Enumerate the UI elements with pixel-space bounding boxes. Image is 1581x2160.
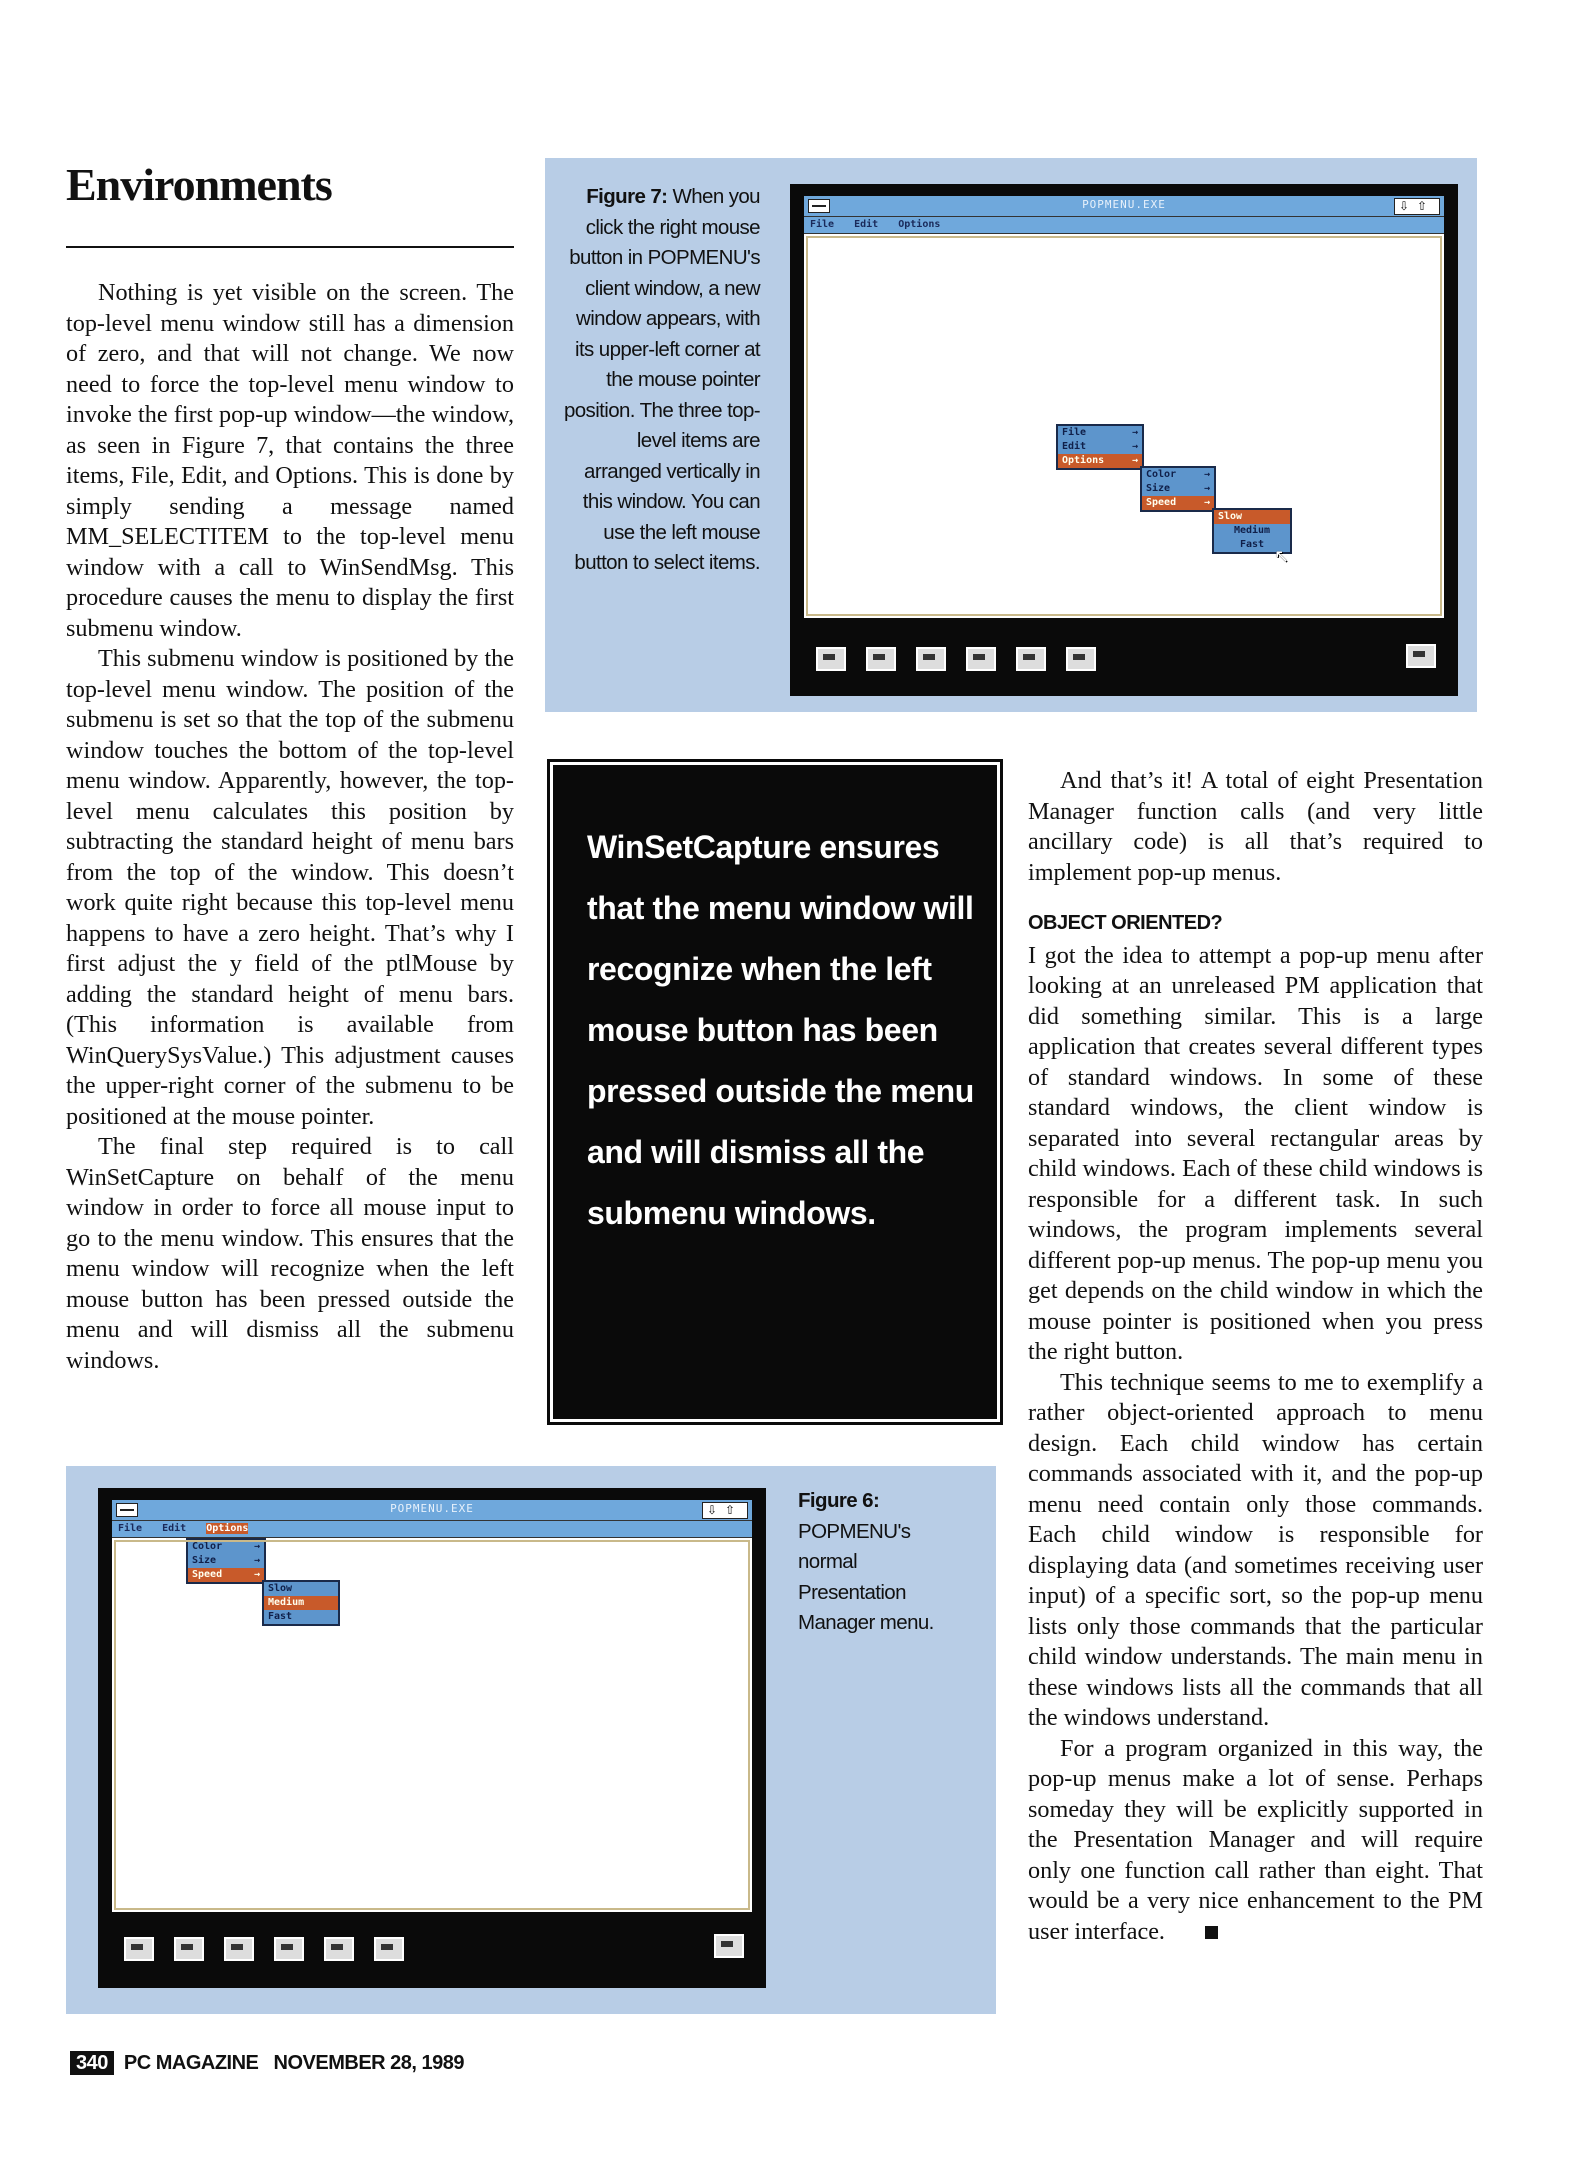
submenu-arrow-icon: → [253,1541,260,1552]
submenu-arrow-icon: → [1131,455,1138,466]
page-footer [70,2052,464,2075]
menubar-item-options[interactable]: Options [206,1523,249,1534]
left-column [66,278,514,1376]
mouse-pointer-icon: ↖ [1274,546,1290,567]
left-paragraph-2: This submenu window is positioned by the top-level menu window. The position of the submenu is set so that the top of the submenu window touches the bottom of the top-level menu window. Apparently, however, the top-level menu calculates this position by subtracting the standard height of menu bars from the top of the window. This doesn’t work quite right because this top-level menu happens to have a zero height. That’s why I first adjust the y field of the ptlMouse by adding the standard height of menu bars. (This information is available from WinQuerySysValue.) This adjustment causes the upper-right corner of the submenu to be positioned at the mouse pointer. [66,645,514,1130]
popup-item-file[interactable]: File → [1062,427,1138,438]
submenu-arrow-icon: → [1131,441,1138,452]
figure-7-screen [804,196,1444,618]
dropdown-item-slow[interactable]: Slow [268,1583,293,1594]
menubar-item-file[interactable]: File [118,1523,143,1534]
desktop-icon-4[interactable] [274,1937,304,1961]
figure-7-label: Figure 7: [586,185,668,208]
desktop-icon-5[interactable] [324,1937,354,1961]
pull-quote-text: WinSetCapture ensures that the menu window will recognize when the left mouse button has been pressed outside the menu and will dismiss all the submenu windows. [587,829,974,1231]
menubar-item-edit[interactable]: Edit [854,219,879,230]
popup-item-size[interactable]: Size → [1146,483,1210,494]
menubar-item-file[interactable]: File [810,219,835,230]
desktop-icon-3[interactable] [916,647,946,671]
publication-name: PC MAGAZINE [123,2052,259,2074]
dropdown-item-speed[interactable]: Speed → [188,1568,264,1582]
pull-quote-box [550,762,1000,1422]
desktop-icon-2[interactable] [174,1937,204,1961]
submenu-arrow-icon: → [253,1555,260,1566]
right-paragraph-3-text: For a program organized in this way, the pop-up menus make a lot of sense. Perhaps someday they will be explicitly supported in the Presentation Manager and will require only one function call rather than eight. That would be a very nice enhancement to the PM user interface. [1028,1734,1483,1945]
section-heading-object-oriented: OBJECT ORIENTED? [1028,912,1223,934]
submenu-arrow-icon: → [1203,497,1210,508]
right-paragraph-2: This technique seems to me to exemplify a rather object-oriented approach to menu design. Each child window has certain commands associated with it, and the pop-up menu need contain only those commands. Each child window is responsible for displaying data (and sometimes receiving user input) of a specific sort, so the pop-up menu lists only those commands that the particular child window understands. The main menu in these windows lists all the commands that all the windows understand. [1028,1368,1483,1731]
figure-7-caption-text: When you click the right mouse button in POPMENU's client window, a new window appears, with its upper-left corner at the mouse pointer position. The three top-level items are arranged vertically in this window. You can use the left mouse button to select items. [563,185,760,574]
right-paragraph-3 [1028,1734,1483,1948]
figure-7-titlebar [804,196,1444,217]
figure-6-titlebar [112,1500,752,1521]
section-title: Environments [66,159,332,210]
screen-frame [806,236,1442,616]
left-paragraph-1: Nothing is yet visible on the screen. The top-level menu window still has a dimension of zero, and that will not change. We now need to force the top-level menu window to invoke the first pop-up window—the window, as seen in Figure 7, that contains the three items, File, Edit, and Options. This is done by simply sending a message named MM_SELECTITEM to the top-level menu window with a call to WinSendMsg. This procedure causes the menu to display the first submenu window. [66,279,514,642]
min-max-buttons[interactable]: ⇩⇧ [702,1502,748,1519]
figure-6-monitor [98,1488,766,1988]
figure-6-window-title: POPMENU.EXE [390,1502,474,1515]
issue-date: NOVEMBER 28, 1989 [273,2052,465,2074]
menubar-item-options[interactable]: Options [898,219,941,230]
desktop-icon-2[interactable] [866,647,896,671]
desktop-icon-4[interactable] [966,647,996,671]
popup-item-medium[interactable]: Medium [1233,525,1271,536]
figure-6-menubar [112,1521,752,1538]
popup-item-color[interactable]: Color → [1146,469,1210,480]
desktop-icon-3[interactable] [224,1937,254,1961]
popup-item-options[interactable]: Options → [1058,454,1142,468]
figure-6-screen [112,1500,752,1912]
figure-6-icon-bar [124,1934,744,1962]
popup-item-edit[interactable]: Edit → [1062,441,1138,452]
dropdown-item-color[interactable]: Color → [192,1541,260,1552]
desktop-icon-5[interactable] [1016,647,1046,671]
submenu-arrow-icon: → [1203,483,1210,494]
submenu-arrow-icon: → [1203,469,1210,480]
dropdown-item-fast[interactable]: Fast [268,1611,293,1622]
screen-frame [114,1540,750,1910]
figure-7-icon-bar [816,644,1436,672]
figure-6-caption-text: POPMENU's normal Presentation Manager menu. [798,1519,934,1634]
popup-item-fast[interactable]: Fast [1239,539,1265,550]
right-column [1028,766,1483,1947]
desktop-icon-6[interactable] [1066,647,1096,671]
dropdown-item-size[interactable]: Size → [192,1555,260,1566]
figure-7-monitor [790,184,1458,696]
left-paragraph-3: The final step required is to call WinSetCapture on behalf of the menu window in order to force all mouse input to go to the menu window. This ensures that the menu window will recognize when the left mouse button has been pressed outside the menu and will dismiss all the submenu windows. [66,1133,514,1374]
desktop-icon-right[interactable] [714,1934,744,1958]
page-number: 340 [70,2051,114,2075]
popup-item-speed[interactable]: Speed → [1142,496,1214,510]
desktop-icon-right[interactable] [1406,644,1436,668]
dropdown-item-medium[interactable]: Medium [264,1596,338,1610]
popup-item-slow[interactable]: Slow [1214,510,1290,524]
figure-6-label: Figure 6: [798,1489,880,1512]
submenu-arrow-icon: → [253,1569,260,1580]
right-intro-paragraph: And that’s it! A total of eight Presentation Manager function calls (and very little ancillary code) is all that’s required to implement pop-up menus. [1028,767,1483,886]
figure-7-window-title: POPMENU.EXE [1082,198,1166,211]
desktop-icon-6[interactable] [374,1937,404,1961]
min-max-buttons[interactable]: ⇩⇧ [1394,198,1440,215]
figure-7-menubar [804,217,1444,234]
right-paragraph-1: I got the idea to attempt a pop-up menu after looking at an unreleased PM application that did something similar. This is a large application that creates several different types of standard windows. In some of these standard windows, the client window is separated into several rectangular areas by child windows. Each of these child windows is responsible for a different task. In such windows, the program implements several different pop-up menus. The pop-up menu you get depends on the child window in which the mouse pointer is positioned when you press the right button. [1028,941,1483,1365]
figure-7-caption [555,182,760,579]
end-mark-icon [1205,1926,1218,1939]
menubar-item-edit[interactable]: Edit [162,1523,187,1534]
submenu-arrow-icon: → [1131,427,1138,438]
desktop-icon-1[interactable] [124,1937,154,1961]
figure-6-caption [798,1486,968,1639]
desktop-icon-1[interactable] [816,647,846,671]
title-rule [66,246,514,248]
